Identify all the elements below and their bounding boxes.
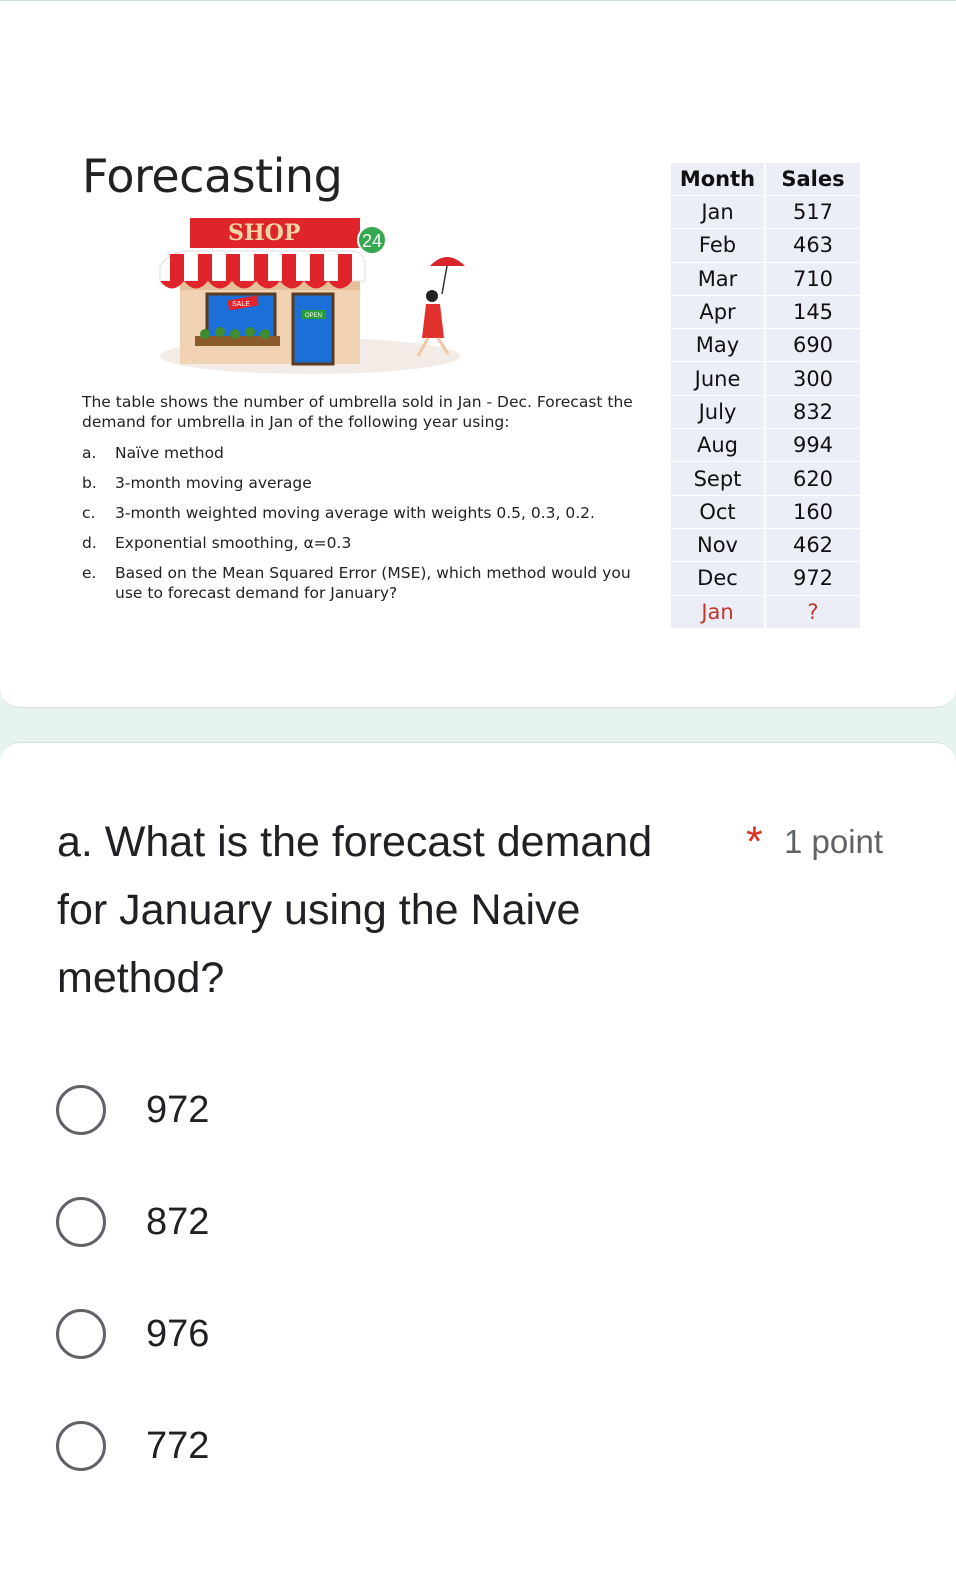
slide-title: Forecasting (82, 149, 343, 203)
cell-sales: 300 (765, 362, 860, 395)
open-sign-text: OPEN (305, 313, 323, 319)
cell-month: Jan (671, 196, 765, 229)
cell-sales: 620 (765, 462, 860, 495)
shop-badge-text: 24 (362, 231, 383, 251)
cell-month: Mar (671, 262, 765, 295)
radio-button[interactable] (56, 1309, 106, 1359)
cell-sales: 463 (765, 229, 860, 262)
option-872[interactable] (56, 1197, 556, 1257)
cell-month: May (671, 329, 765, 362)
cell-sales: 517 (765, 196, 860, 229)
cell-month: June (671, 362, 765, 395)
table-header-sales: Sales (765, 163, 860, 196)
cell-sales: 160 (765, 495, 860, 528)
option-label: 976 (146, 1313, 210, 1355)
problem-statement: The table shows the number of umbrella sold in Jan - Dec. Forecast the demand for umbrella in Jan of the following year using: (82, 393, 633, 431)
shop-illustration (150, 206, 480, 376)
cell-month: Feb (671, 229, 765, 262)
table-row (671, 295, 860, 328)
table-row (671, 595, 860, 628)
cell-sales: 832 (765, 395, 860, 428)
cell-month: Aug (671, 429, 765, 462)
question-title: a. What is the forecast demand for January using the Naive method? (57, 818, 653, 1002)
table-row (671, 429, 860, 462)
required-marker: * (746, 818, 763, 866)
table-row (671, 395, 860, 428)
radio-button[interactable] (56, 1085, 106, 1135)
image-card: Forecasting SHOP 24 SALE OPEN The table shows the number of umbrella sold in Jan - Dec. Forecast the demand for umbrella in Jan of the following year using: a. Naïve method b. 3-month moving average c. 3-month weighted moving average with weights 0.5, 0.3, 0.2. d. Exponential smoothing, α=0.3 e. Based on the Mean Squared Error (MSE), which method would you use to forecast demand for January? Month Sales Jan 517 Feb 463 Mar 710 Apr 145 May 690 June 300 July 832 Aug 994 Sept 620 Oct 160 Nov 462 Dec 972 Jan ? (0, 0, 956, 708)
table-row (671, 262, 860, 295)
cell-month: Apr (671, 295, 765, 328)
option-label: 772 (146, 1425, 210, 1467)
radio-button[interactable] (56, 1421, 106, 1471)
table-header-month: Month (671, 163, 765, 196)
option-972[interactable] (56, 1085, 556, 1145)
cell-sales: 994 (765, 429, 860, 462)
table-row (671, 329, 860, 362)
cell-month: Oct (671, 495, 765, 528)
cell-month: Nov (671, 528, 765, 561)
table-row (671, 362, 860, 395)
cell-sales: 690 (765, 329, 860, 362)
radio-button[interactable] (56, 1197, 106, 1247)
sale-sign-text: SALE (232, 301, 250, 308)
points-label: 1 point (784, 823, 884, 860)
table-row (671, 528, 860, 561)
option-label: 872 (146, 1201, 210, 1243)
table-header-row (671, 163, 860, 196)
cell-month: Dec (671, 562, 765, 595)
cell-sales: 972 (765, 562, 860, 595)
table-row (671, 462, 860, 495)
table-row (671, 495, 860, 528)
cell-sales: ? (765, 595, 860, 628)
table-row (671, 229, 860, 262)
cell-sales: 462 (765, 528, 860, 561)
option-772[interactable] (56, 1421, 556, 1481)
cell-sales: 710 (765, 262, 860, 295)
sales-table (671, 163, 860, 629)
cell-month: July (671, 395, 765, 428)
cell-month: Jan (671, 595, 765, 628)
shop-sign-text: SHOP (228, 220, 301, 246)
cell-month: Sept (671, 462, 765, 495)
table-row (671, 196, 860, 229)
option-label: 972 (146, 1089, 210, 1131)
option-976[interactable] (56, 1309, 556, 1369)
table-row (671, 562, 860, 595)
cell-sales: 145 (765, 295, 860, 328)
